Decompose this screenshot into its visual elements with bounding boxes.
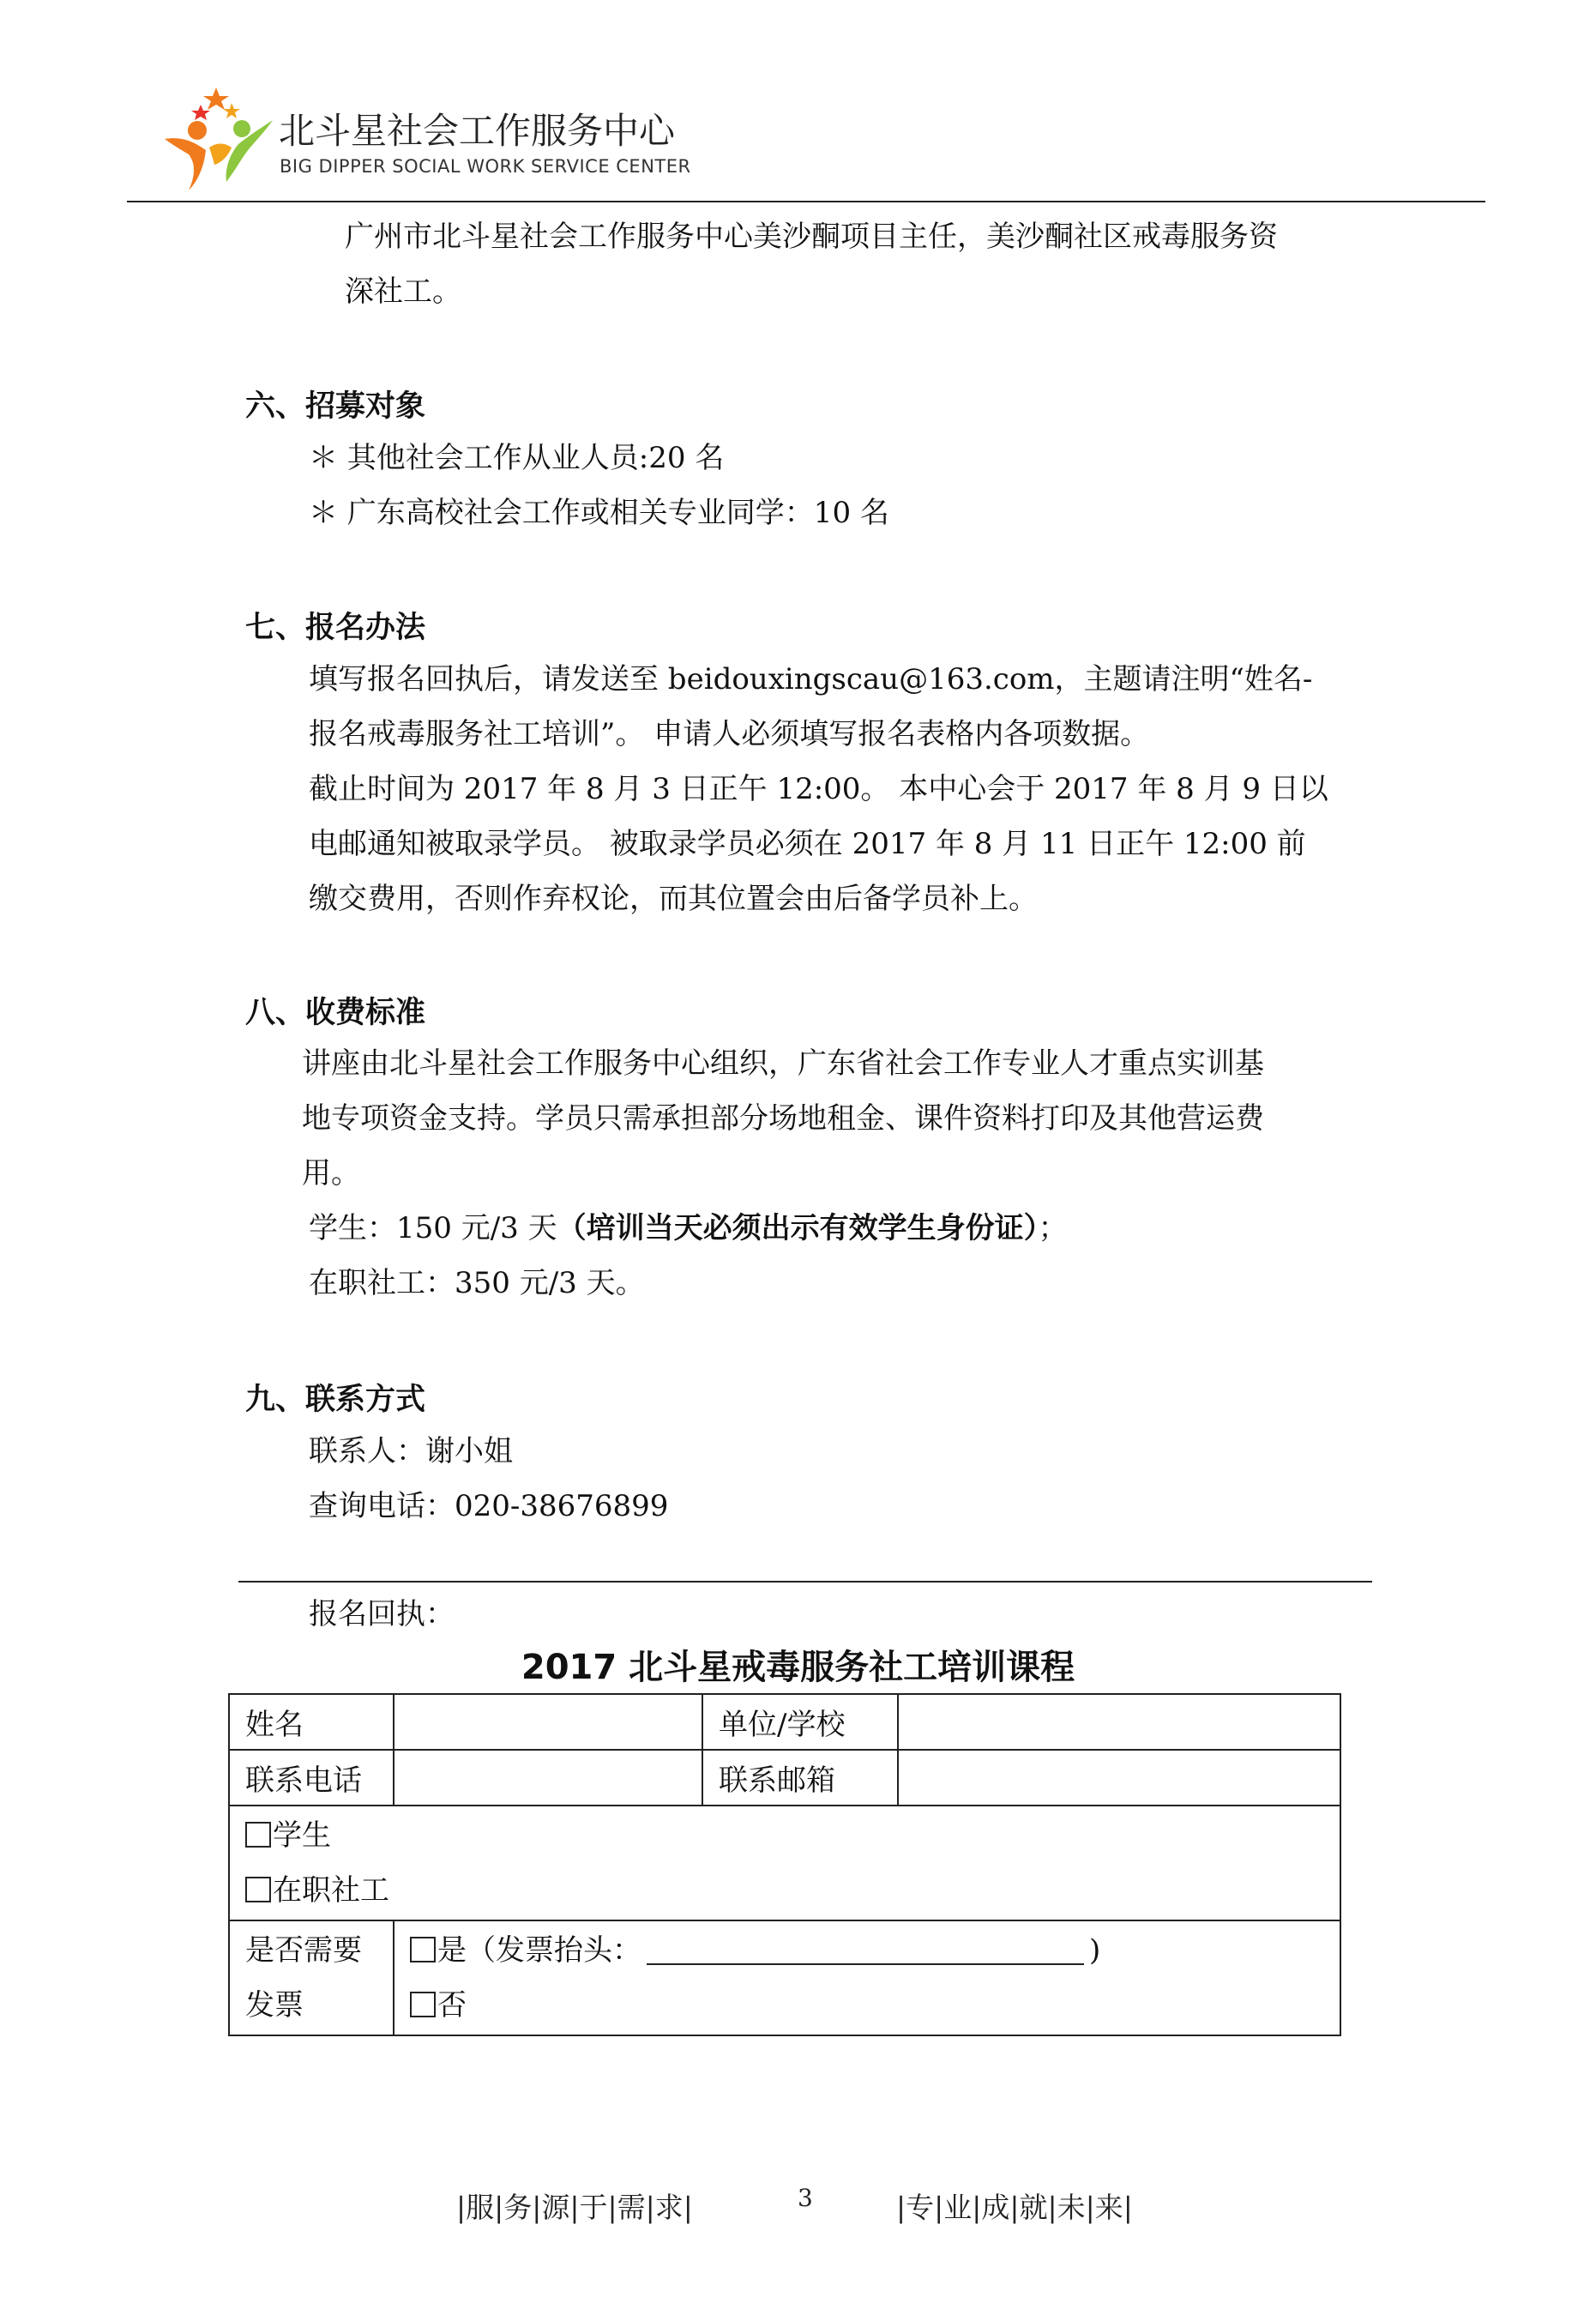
invoice-no-label: 否 bbox=[437, 1988, 467, 2023]
receipt-label: 报名回执： bbox=[309, 1597, 455, 1631]
option-worker-label: 在职社工 bbox=[273, 1873, 389, 1908]
fees-paragraph bbox=[302, 1036, 1264, 1311]
contact-block bbox=[309, 1424, 668, 1534]
identity-options bbox=[229, 1806, 1340, 1920]
table-row bbox=[229, 1806, 1340, 1920]
fee-student bbox=[302, 1201, 1264, 1256]
form-divider bbox=[238, 1581, 1372, 1583]
form-title: 2017 北斗星戒毒服务社工培训课程 bbox=[521, 1648, 1075, 1687]
option-worker[interactable] bbox=[245, 1863, 1324, 1918]
fee-student-price: 学生：150 元/3 天 bbox=[309, 1211, 557, 1245]
section-heading-signup: 七、报名办法 bbox=[245, 611, 426, 645]
contact-person: 联系人：谢小姐 bbox=[309, 1434, 513, 1468]
fee-student-note: （培训当天必须出示有效学生身份证） bbox=[557, 1211, 1039, 1245]
invoice-label-line: 是否需要 bbox=[245, 1933, 362, 1968]
org-name-en: BIG DIPPER SOCIAL WORK SERVICE CENTER bbox=[280, 156, 691, 177]
star-people-icon bbox=[163, 86, 274, 193]
contact-phone: 查询电话：020-38676899 bbox=[309, 1489, 669, 1523]
section-heading-contact: 九、联系方式 bbox=[245, 1383, 426, 1417]
list-item: ＊ 其他社会工作从业人员:20 名 bbox=[309, 441, 725, 475]
footer-motto-left: |服|务|源|于|需|求| bbox=[456, 2191, 693, 2224]
invoice-yes-close: ) bbox=[1089, 1933, 1101, 1968]
table-row bbox=[229, 1694, 1340, 1750]
fees-line: 用。 bbox=[302, 1156, 360, 1191]
header-divider bbox=[127, 201, 1485, 202]
email-field[interactable] bbox=[898, 1750, 1340, 1806]
signup-line: 报名戒毒服务社工培训”。 申请人必须填写报名表格内各项数据。 bbox=[309, 717, 1150, 751]
phone-field[interactable] bbox=[394, 1750, 702, 1806]
table-row bbox=[229, 1920, 1340, 2035]
signup-line: 电邮通知被取录学员。 被取录学员必须在 2017 年 8 月 11 日正午 12:00 前 bbox=[309, 827, 1306, 861]
org-name-cn: 北斗星社会工作服务中心 bbox=[279, 110, 676, 152]
list-item: ＊ 广东高校社会工作或相关专业同学：10 名 bbox=[309, 496, 889, 530]
page-number: 3 bbox=[798, 2184, 813, 2212]
signup-line: 截止时间为 2017 年 8 月 3 日正午 12:00。 本中心会于 2017 年 8 月 9 日以 bbox=[309, 772, 1328, 806]
option-student-label: 学生 bbox=[273, 1818, 331, 1853]
option-student[interactable] bbox=[245, 1808, 1324, 1863]
checkbox-student[interactable] bbox=[245, 1822, 271, 1848]
table-row bbox=[229, 1750, 1340, 1806]
option-invoice-yes[interactable] bbox=[410, 1923, 1324, 1978]
fees-line: 讲座由北斗星社会工作服务中心组织，广东省社会工作专业人才重点实训基 bbox=[302, 1046, 1264, 1081]
intro-line: 深社工。 bbox=[345, 274, 461, 309]
signup-line: 填写报名回执后，请发送至 beidouxingscau@163.com，主题请注明“姓名- bbox=[309, 662, 1313, 696]
invoice-options bbox=[394, 1920, 1340, 2035]
invoice-yes-label: 是（发票抬头： bbox=[437, 1933, 641, 1968]
fees-line: 地专项资金支持。学员只需承担部分场地租金、课件资料打印及其他营运费 bbox=[302, 1101, 1264, 1136]
org-field[interactable] bbox=[898, 1694, 1340, 1750]
signup-paragraph bbox=[309, 652, 1328, 926]
phone-label: 联系电话 bbox=[229, 1750, 394, 1806]
section-heading-fees: 八、收费标准 bbox=[245, 996, 426, 1030]
checkbox-invoice-no[interactable] bbox=[410, 1992, 436, 2017]
recruit-list bbox=[309, 431, 889, 540]
checkbox-worker[interactable] bbox=[245, 1877, 271, 1902]
invoice-label bbox=[229, 1920, 394, 2035]
fee-student-suffix: ； bbox=[1038, 1211, 1068, 1245]
email-label: 联系邮箱 bbox=[702, 1750, 898, 1806]
name-field[interactable] bbox=[394, 1694, 702, 1750]
name-label: 姓名 bbox=[229, 1694, 394, 1750]
invoice-label-line: 发票 bbox=[245, 1988, 304, 2023]
section-heading-recruit: 六、招募对象 bbox=[245, 389, 426, 424]
org-label: 单位/学校 bbox=[702, 1694, 898, 1750]
checkbox-invoice-yes[interactable] bbox=[410, 1937, 436, 1962]
registration-form bbox=[228, 1693, 1341, 2036]
invoice-title-field[interactable] bbox=[647, 1938, 1084, 1965]
option-invoice-no[interactable] bbox=[410, 1978, 1324, 2033]
signup-line: 缴交费用，否则作弃权论，而其位置会由后备学员补上。 bbox=[309, 882, 1038, 916]
footer-motto-right: |专|业|成|就|未|来| bbox=[896, 2191, 1133, 2224]
intro-paragraph bbox=[345, 209, 1278, 319]
fee-worker: 在职社工：350 元/3 天。 bbox=[309, 1266, 645, 1300]
intro-line: 广州市北斗星社会工作服务中心美沙酮项目主任，美沙酮社区戒毒服务资 bbox=[345, 220, 1278, 254]
